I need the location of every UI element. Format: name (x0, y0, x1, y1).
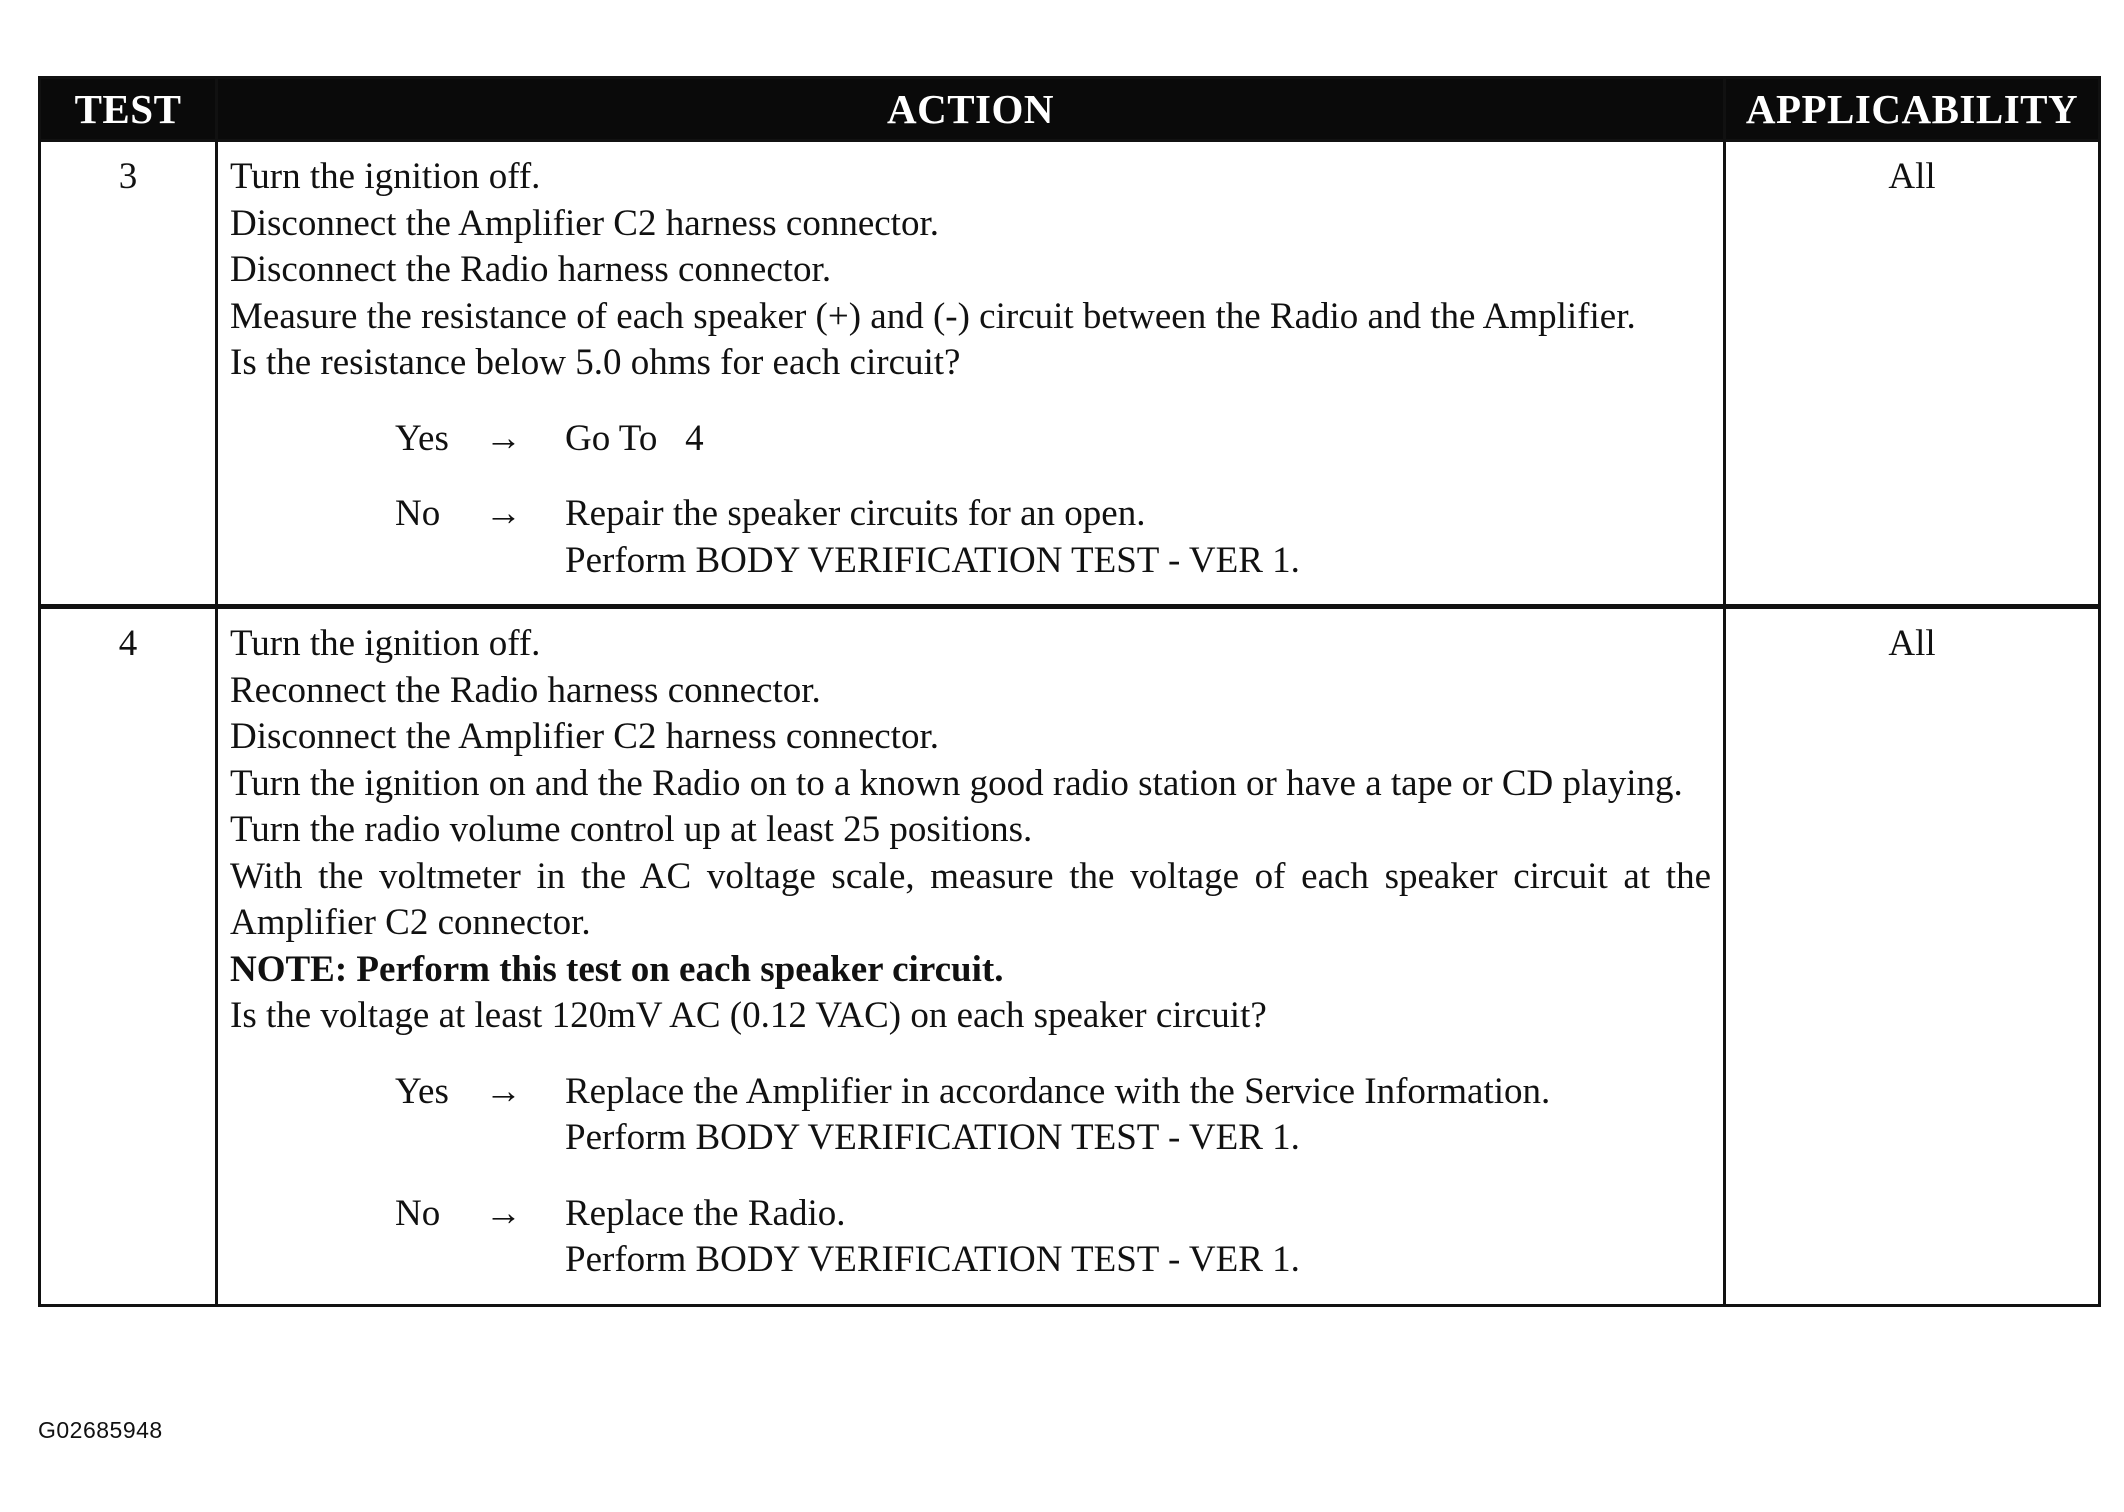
diagnostic-test-table (38, 76, 2101, 1307)
outcome-result (565, 1069, 1711, 1162)
right-arrow-icon: → (485, 1070, 522, 1112)
action-step: Disconnect the Radio harness connector. (230, 249, 832, 290)
outcome-line: Replace the Amplifier in accordance with the Service Information. (565, 1070, 1551, 1112)
outcome-answer: No (395, 493, 441, 534)
right-arrow-icon: → (485, 1192, 522, 1234)
action-step: Disconnect the Amplifier C2 harness connector. (230, 202, 939, 244)
outcome-result (565, 416, 1711, 463)
table-header-row (40, 78, 2100, 141)
outcome-yes (395, 416, 1711, 463)
outcome-answer: Yes (395, 1070, 449, 1112)
action-question: Is the resistance below 5.0 ohms for each circuit? (230, 342, 961, 383)
table-row (40, 141, 2100, 607)
figure-id: G02685948 (38, 1417, 163, 1443)
outcome-line: Perform BODY VERIFICATION TEST - VER 1. (565, 1239, 1300, 1280)
right-arrow-icon: → (485, 493, 522, 534)
action-step: Turn the ignition off. (230, 623, 541, 664)
action-step: Turn the radio volume control up at least 25 positions. (230, 809, 1033, 850)
applicability-value: All (1725, 607, 2100, 1306)
outcome-line: Go To 4 (565, 417, 704, 459)
table-row (40, 607, 2100, 1306)
outcome-answer: No (395, 1192, 441, 1234)
action-cell (217, 607, 1725, 1306)
outcome-answer: Yes (395, 417, 449, 459)
outcome-yes (395, 1069, 1711, 1162)
outcome-result (565, 491, 1711, 584)
outcome-line: Perform BODY VERIFICATION TEST - VER 1. (565, 1117, 1300, 1158)
action-step: Turn the ignition on and the Radio on to a known good radio station or have a tape or CD playing. (230, 762, 1683, 804)
outcome-line: Repair the speaker circuits for an open. (565, 493, 1146, 534)
action-step: Disconnect the Amplifier C2 harness connector. (230, 716, 939, 757)
header-action: ACTION (217, 78, 1725, 141)
action-step: Turn the ignition off. (230, 156, 541, 197)
action-step: With the voltmeter in the AC voltage scale, measure the voltage of each speaker circuit at the Amplifier C2 connector. (230, 855, 1711, 943)
outcome-no (395, 1191, 1711, 1284)
header-test: TEST (40, 78, 217, 141)
outcome-no (395, 491, 1711, 584)
action-question: Is the voltage at least 120mV AC (0.12 VAC) on each speaker circuit? (230, 995, 1267, 1036)
applicability-value: All (1725, 141, 2100, 607)
action-cell (217, 141, 1725, 607)
test-number: 3 (40, 141, 217, 607)
action-step: Reconnect the Radio harness connector. (230, 669, 821, 711)
outcome-line: Replace the Radio. (565, 1192, 846, 1234)
action-step: Measure the resistance of each speaker (+) and (-) circuit between the Radio and the Amplifier. (230, 295, 1636, 337)
outcome-line: Perform BODY VERIFICATION TEST - VER 1. (565, 539, 1300, 581)
action-note: NOTE: Perform this test on each speaker circuit. (230, 948, 1004, 990)
outcome-result (565, 1191, 1711, 1284)
header-applicability: APPLICABILITY (1725, 78, 2100, 141)
test-number: 4 (40, 607, 217, 1306)
right-arrow-icon: → (485, 417, 522, 459)
